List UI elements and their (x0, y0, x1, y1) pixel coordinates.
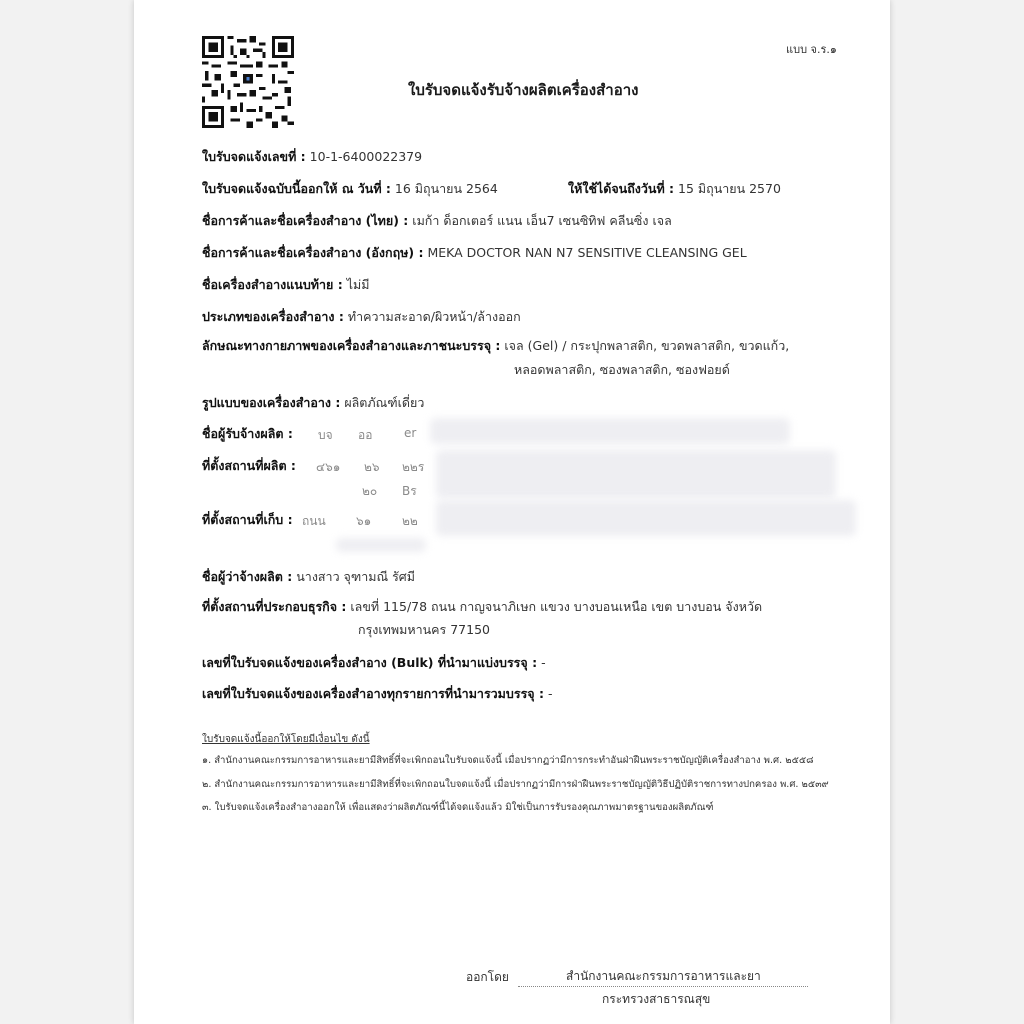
name-en-value: MEKA DOCTOR NAN N7 SENSITIVE CLEANSING GEL (427, 245, 747, 260)
mfg-location-fragment: Bร (402, 484, 417, 498)
redaction-block (430, 418, 790, 444)
format-value: ผลิตภัณฑ์เดี่ยว (344, 395, 425, 410)
issuer-name: สำนักงานคณะกรรมการอาหารและยา (566, 969, 761, 983)
format-row (202, 393, 424, 413)
valid-date: 15 มิถุนายน 2570 (678, 181, 781, 196)
storage-row (202, 510, 293, 530)
valid-row (568, 179, 781, 199)
condition-item: ๑. สำนักงานคณะกรรมการอาหารและยามีสิทธิ์ที่จะเพิกถอนใบรับจดแจ้งนี้ เมื่อปรากฏว่ามีการกระทำอันฝ่าฝืนพระราชบัญญัติเครื่องสำอาง พ.ศ. ๒๕๕๘ (202, 755, 814, 766)
condition-item: ๓. ใบรับจดแจ้งเครื่องสำอางออกให้ เพื่อแสดงว่าผลิตภัณฑ์นี้ได้จดแจ้งแล้ว มิใช่เป็นการรับรองคุณภาพมาตรฐานของผลิตภัณฑ์ (202, 802, 714, 813)
mfg-location-row (202, 456, 296, 476)
page-title: ใบรับจดแจ้งรับจ้างผลิตเครื่องสำอาง (408, 81, 639, 99)
appendix-row (202, 275, 369, 295)
mfg-location-fragment: ๒๒ร (402, 460, 425, 474)
bulk-row (202, 653, 546, 673)
type-label: ประเภทของเครื่องสำอาง : (202, 309, 344, 324)
storage-fragment: ๒๒ (402, 514, 418, 528)
manufacturer-fragment: บจ (318, 428, 333, 442)
redaction-block (436, 450, 836, 498)
storage-fragment: ๖๑ (356, 514, 372, 528)
issuer-ministry: กระทรวงสาธารณสุข (602, 992, 711, 1006)
all-row (202, 684, 552, 704)
issuer-label: ออกโดย (466, 970, 509, 984)
mfg-location-fragment: ๒๖ (364, 460, 380, 474)
all-label: เลขที่ใบรับจดแจ้งของเครื่องสำอางทุกรายการที่นำมารวมบรรจุ : (202, 686, 544, 701)
form-code: แบบ จ.ร.๑ (786, 43, 837, 56)
physical-value-2: หลอดพลาสติก, ซองพลาสติก, ซองฟอยด์ (514, 362, 730, 377)
business-value-1: เลขที่ 115/78 ถนน กาญจนาภิเษก แขวง บางบอนเหนือ เขต บางบอน จังหวัด (350, 599, 763, 614)
redaction-block (436, 500, 856, 536)
issued-date: 16 มิถุนายน 2564 (394, 181, 498, 196)
storage-label: ที่ตั้งสถานที่เก็บ : (202, 512, 293, 527)
business-value-2: กรุงเทพมหานคร 77150 (358, 622, 490, 637)
physical-row (202, 336, 789, 356)
appendix-value: ไม่มี (346, 277, 370, 292)
signature-line (518, 986, 808, 987)
mfg-location-fragment: ๔๖๑ (316, 460, 341, 474)
qr-code-icon (202, 36, 294, 128)
storage-fragment: ถนน (302, 514, 326, 528)
appendix-label: ชื่อเครื่องสำอางแนบท้าย : (202, 277, 343, 292)
manufacturer-fragment: ออ (358, 428, 373, 442)
conditions-heading: ใบรับจดแจ้งนี้ออกให้โดยมีเงื่อนไข ดังนี้ (202, 734, 370, 745)
type-row (202, 307, 521, 327)
bulk-label: เลขที่ใบรับจดแจ้งของเครื่องสำอาง (Bulk) ที่นำมาแบ่งบรรจุ : (202, 655, 538, 670)
mfg-location-label: ที่ตั้งสถานที่ผลิต : (202, 458, 296, 473)
cert-no-label: ใบรับจดแจ้งเลขที่ : (202, 149, 306, 164)
cert-no-row (202, 147, 422, 167)
condition-item: ๒. สำนักงานคณะกรรมการอาหารและยามีสิทธิ์ที่จะเพิกถอนใบจดแจ้งนี้ เมื่อปรากฏว่ามีการฝ่าฝืนพระราชบัญญัติวิธีปฏิบัติราชการทางปกครอง พ.ศ. ๒๕๓๙ (202, 779, 829, 790)
name-th-label: ชื่อการค้าและชื่อเครื่องสำอาง (ไทย) : (202, 213, 409, 228)
type-value: ทำความสะอาด/ผิวหน้า/ล้างออก (347, 309, 521, 324)
name-th-value: เมก้า ด็อกเตอร์ แนน เอ็น7 เซนซิทิฟ คลีนซิ่ง เจล (412, 213, 672, 228)
business-row (202, 597, 762, 617)
name-en-label: ชื่อการค้าและชื่อเครื่องสำอาง (อังกฤษ) : (202, 245, 424, 260)
cert-no-value: 10-1-6400022379 (309, 149, 423, 164)
manufacturer-label: ชื่อผู้รับจ้างผลิต : (202, 426, 293, 441)
issued-label: ใบรับจดแจ้งฉบับนี้ออกให้ ณ วันที่ : (202, 181, 391, 196)
manufacturer-row (202, 424, 293, 444)
format-label: รูปแบบของเครื่องสำอาง : (202, 395, 341, 410)
name-th-row (202, 211, 672, 231)
mfg-location-fragment: ๒๐ (362, 484, 378, 498)
manufacturer-fragment: er (404, 426, 417, 440)
business-label: ที่ตั้งสถานที่ประกอบธุรกิจ : (202, 599, 347, 614)
employer-row (202, 567, 415, 587)
physical-label: ลักษณะทางกายภาพของเครื่องสำอางและภาชนะบรรจุ : (202, 338, 501, 353)
valid-label: ให้ใช้ได้จนถึงวันที่ : (568, 181, 675, 196)
name-en-row (202, 243, 747, 263)
issued-row (202, 179, 498, 199)
employer-value: นางสาว จุฑามณี รัศมี (296, 569, 415, 584)
all-value: - (547, 686, 553, 701)
bulk-value: - (541, 655, 546, 670)
employer-label: ชื่อผู้ว่าจ้างผลิต : (202, 569, 293, 584)
redaction-block (336, 538, 426, 552)
physical-value-1: เจล (Gel) / กระปุกพลาสติก, ขวดพลาสติก, ขวดแก้ว, (504, 338, 790, 353)
